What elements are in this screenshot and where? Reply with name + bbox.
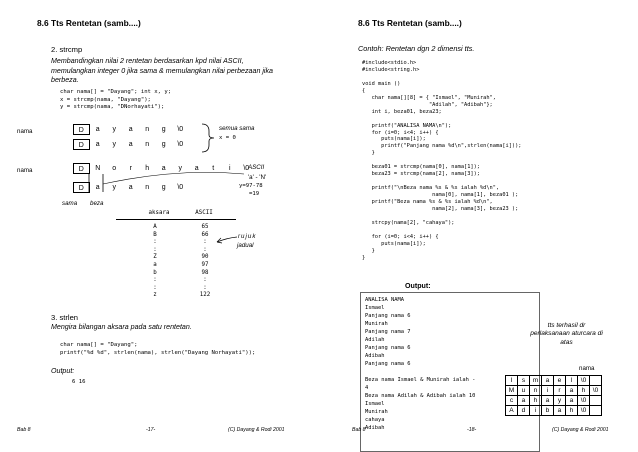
table-cell: I <box>506 376 518 386</box>
ascii-table-cell: : <box>203 239 207 246</box>
table-row <box>506 376 602 386</box>
compare-note: semua sama <box>219 125 255 132</box>
table-cell: e <box>554 376 566 386</box>
sama-label: sama <box>62 200 78 207</box>
char-cell: a <box>194 165 199 172</box>
strlen-description: Mengira bilangan aksara pada satu rentetan. <box>51 323 192 331</box>
ascii-table-cell: 65 <box>201 224 209 230</box>
ascii-table-cell: b <box>153 269 157 276</box>
bracket-icon <box>200 123 218 153</box>
table-row <box>506 406 602 416</box>
ascii-table-cell: 90 <box>201 254 209 261</box>
table-cell: i <box>542 386 554 396</box>
footer-chapter: Bab 8 <box>352 427 366 433</box>
compare-result: x = 0 <box>219 135 236 141</box>
table-cell: \0 <box>578 396 590 406</box>
ascii-table-cell: : <box>153 284 157 291</box>
footer-copyright: (C) Dayang & Rodi 2001 <box>552 427 609 433</box>
char-cell: \0 <box>243 165 250 172</box>
table-cell: a <box>542 376 554 386</box>
table-note: tts terhasil dr perlaksanaan aturcara di atas <box>530 322 603 346</box>
footer-copyright: (C) Dayang & Rodi 2001 <box>228 427 285 433</box>
output-label: Output: <box>405 282 431 290</box>
char-cell: \0 <box>177 141 184 148</box>
table-cell: h <box>566 406 578 416</box>
page-title: 8.6 Tts Rentetan (samb....) <box>358 18 462 28</box>
char-cell: o <box>112 165 117 172</box>
string-row-2 <box>73 139 189 150</box>
char-cell: i <box>228 165 231 172</box>
ascii-table-cell: : <box>203 284 207 291</box>
char-cell: D <box>73 124 90 135</box>
table-cell: A <box>506 406 518 416</box>
char-cell: h <box>145 165 150 172</box>
page-title: 8.6 Tts Rentetan (samb....) <box>37 18 141 28</box>
table-cell: d <box>518 406 530 416</box>
char-cell: r <box>129 165 132 172</box>
table-rule <box>116 219 236 220</box>
char-cell: a <box>128 184 133 191</box>
row-label: nama <box>17 167 33 174</box>
ascii-table-header-aksara: aksara <box>148 210 170 216</box>
ascii-table-cell: : <box>203 246 207 253</box>
ascii-label: ASCII <box>248 164 265 171</box>
strcmp-description: Membandingkan nilai 2 rentetan berdasarkan kpd nilai ASCII, memulangkan integer 0 jika sama & memulangkan nilai perbezaan jika berbeza. <box>51 57 273 85</box>
table-cell: y <box>554 396 566 406</box>
ascii-compare: 'a' - 'N' <box>248 174 267 181</box>
ascii-table-cell: : <box>203 277 207 284</box>
left-page <box>0 0 319 451</box>
char-cell: N <box>95 165 101 172</box>
table-cell: b <box>542 406 554 416</box>
char-cell: y <box>112 141 116 148</box>
result-line-1: y=97-78 <box>239 183 263 189</box>
ref-note-1: rujuk <box>238 233 257 240</box>
char-cell: a <box>95 141 100 148</box>
footer-chapter: Bab 8 <box>17 427 31 433</box>
table-cell: h <box>578 386 590 396</box>
ascii-table-cell: 66 <box>201 231 209 238</box>
strlen-output: 6 16 <box>72 379 86 385</box>
table-cell: i <box>530 406 542 416</box>
char-cell: g <box>161 141 166 148</box>
name-array-table <box>505 375 602 416</box>
table-cell: m <box>530 376 542 386</box>
table-cell: a <box>566 386 578 396</box>
arrow-lines <box>86 172 246 194</box>
footer-page-number: -18- <box>467 427 477 433</box>
char-cell: y <box>112 184 116 191</box>
table-cell <box>590 396 602 406</box>
ascii-table-cell: 122 <box>199 292 211 299</box>
char-cell: D <box>73 182 90 193</box>
char-cell: g <box>161 126 166 133</box>
row-label: nama <box>17 128 33 135</box>
table-row <box>506 386 602 396</box>
char-cell: a <box>95 126 100 133</box>
table-cell <box>590 376 602 386</box>
char-cell: t <box>212 165 215 172</box>
table-cell: l <box>566 376 578 386</box>
char-cell: y <box>112 126 116 133</box>
table-cell: c <box>506 396 518 406</box>
table-cell: \0 <box>590 386 602 396</box>
table-label: nama <box>579 365 595 372</box>
ascii-table-cell: : <box>153 239 157 246</box>
section-heading-strlen: 3. strlen <box>51 313 79 322</box>
ascii-table-cell: 98 <box>201 269 209 276</box>
ascii-table-header-ascii: ASCII <box>195 210 213 216</box>
char-cell: a <box>161 165 166 172</box>
table-cell: a <box>566 396 578 406</box>
ascii-table-cell: z <box>153 292 157 299</box>
strcmp-code: char nama[] = "Dayang"; int x, y; x = strcmp(nama, "Dayang"); y = strcmp(nama, "DNorhayati"); <box>60 89 172 111</box>
ascii-table-cell: Z <box>153 254 157 261</box>
char-cell: \0 <box>177 184 184 191</box>
char-cell: a <box>128 126 133 133</box>
program-output: ANALISA NAMA Ismael Panjang nama 6 Munirah Panjang nama 7 Adilah Panjang nama 6 Adibah Panjang nama 6 Beza nama Ismael & Munirah ialah - 4 Beza nama Adilah & Adibah ialah 10 Ismael Munirah cahaya Adibah <box>365 297 476 431</box>
ascii-table-cell: : <box>153 277 157 284</box>
example-heading: Contoh: Rentetan dgn 2 dimensi tts. <box>358 44 475 53</box>
right-page <box>319 0 638 451</box>
string-row-1 <box>73 124 189 135</box>
output-box <box>360 292 540 452</box>
char-cell: y <box>178 165 182 172</box>
char-cell: \0 <box>177 126 184 133</box>
table-cell: h <box>530 396 542 406</box>
table-cell <box>590 406 602 416</box>
table-cell: n <box>530 386 542 396</box>
table-cell: \0 <box>578 406 590 416</box>
char-cell: D <box>73 163 90 174</box>
ascii-arrow <box>103 172 244 184</box>
char-cell: n <box>145 126 150 133</box>
output-label: Output: <box>51 367 75 375</box>
table-row <box>506 396 602 406</box>
char-cell: n <box>145 184 150 191</box>
table-cell: r <box>554 386 566 396</box>
char-cell: g <box>161 184 166 191</box>
table-cell: s <box>518 376 530 386</box>
char-cell: n <box>145 141 150 148</box>
table-cell: u <box>518 386 530 396</box>
beza-label: beza <box>90 200 104 207</box>
table-cell: a <box>518 396 530 406</box>
example-code: #include<stdio.h> #include<string.h> void main () { char nama[][8] = { "Ismael", "Munirah", "Adilah", "Adibah"}; int i, beza01, beza23; printf("ANALISA NAMA\n"); for (i=0; i<4; i++) { puts(nama[i]); printf("Panjang nama %d\n",strlen(nama[i])); } beza01 = strcmp(nama[0], nama[1]); beza23 = strcmp(nama[2], nama[3]); printf("\nBeza nama %s & %s ialah %d\n", nama[0], nama[1], beza01 ); printf("Beza nama %s & %s ialah %d\n", nama[2], nama[3], beza23 ); strcpy(nama[2], "cahaya"); for (i=0; i<4; i++) { puts(nama[i]); } } <box>362 60 522 261</box>
char-cell: a <box>95 184 100 191</box>
ref-note-2: jadual <box>237 242 254 249</box>
section-heading-strcmp: 2. strcmp <box>51 45 83 54</box>
ascii-table-cell: 97 <box>201 261 209 268</box>
table-cell: M <box>506 386 518 396</box>
result-line-2: =19 <box>249 191 260 197</box>
char-cell: a <box>128 141 133 148</box>
ascii-table-cell: : <box>153 246 157 253</box>
char-cell: D <box>73 139 90 150</box>
aksara-column <box>146 224 164 300</box>
ascii-table-cell: a <box>153 261 157 268</box>
table-cell: a <box>542 396 554 406</box>
ascii-table-cell: A <box>153 224 157 230</box>
ascii-table-cell: B <box>153 231 157 238</box>
table-cell: a <box>554 406 566 416</box>
table-cell: \0 <box>578 376 590 386</box>
arrow-icon <box>213 232 239 246</box>
footer-page-number: -17- <box>146 427 156 433</box>
strlen-code: char nama[] = "Dayang"; printf("%d %d", strlen(nama), strlen("Dayang Norhayati")); <box>60 342 256 356</box>
